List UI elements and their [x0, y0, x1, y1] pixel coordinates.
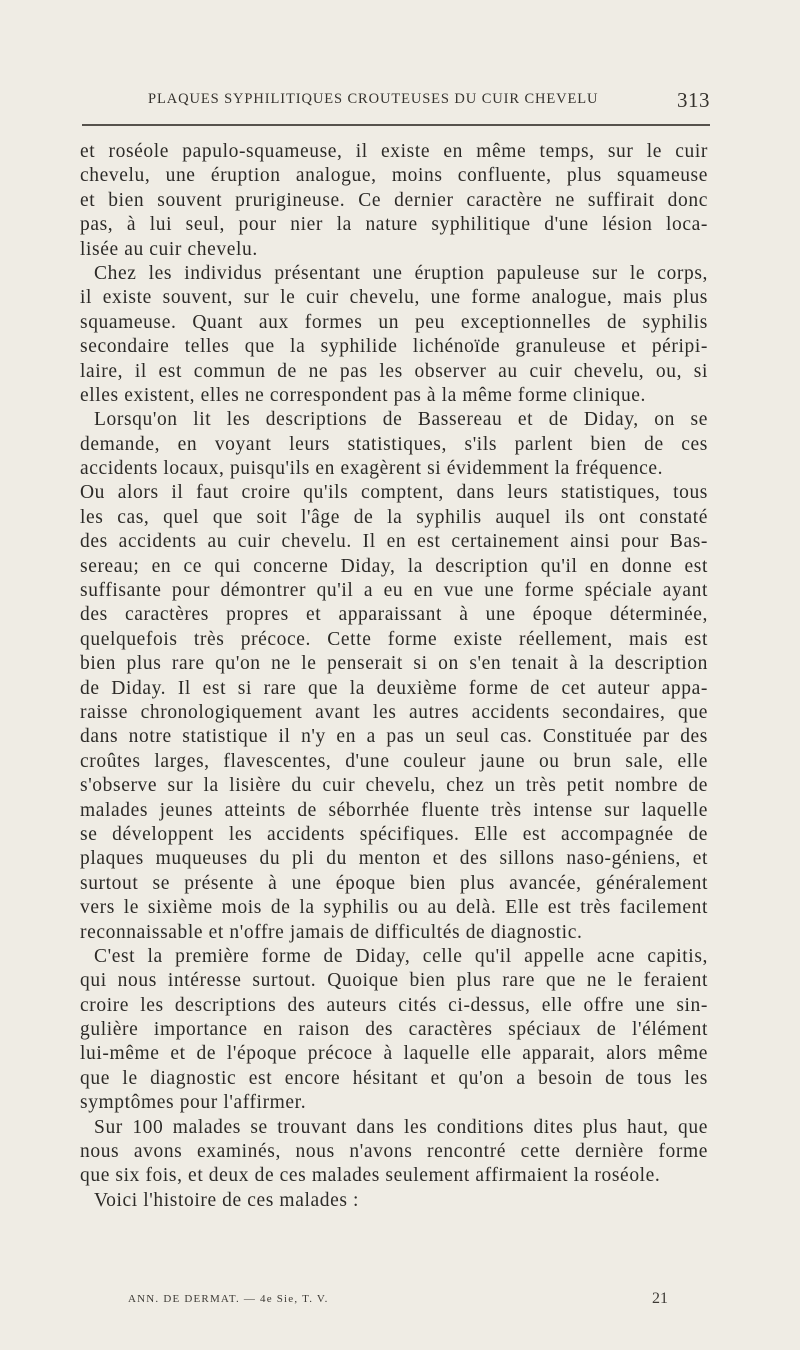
text-line: malades jeunes atteints de séborrhée fluente très intense sur laquelle [80, 799, 708, 821]
text-line: s'observe sur la lisière du cuir chevelu, chez un très petit nombre de [80, 775, 708, 797]
text-line: Ou alors il faut croire qu'ils comptent, dans leurs statistiques, tous [80, 482, 708, 504]
text-line: que six fois, et deux de ces malades seulement affirmaient la roséole. [80, 1165, 661, 1187]
text-line: surtout se présente à une époque bien plus avancée, généralement [80, 872, 708, 894]
text-line: plaques muqueuses du pli du menton et des sillons naso-géniens, et [80, 848, 708, 870]
text-line: et roséole papulo-squameuse, il existe en même temps, sur le cuir [80, 141, 708, 162]
text-line: lui-même et de l'époque précoce à laquelle elle apparait, alors même [80, 1043, 708, 1065]
text-line: suffisante pour démontrer qu'il a eu en vue une forme spéciale ayant [80, 580, 708, 602]
text-line: accidents locaux, puisqu'ils en exagèrent si évidemment la fréquence. [80, 458, 664, 480]
page-number: 313 [677, 88, 710, 112]
text-line: bien plus rare qu'on ne le penserait si on s'en tenait à la description [80, 653, 708, 675]
text-line: reconnaissable et n'offre jamais de difficultés de diagnostic. [80, 921, 583, 943]
text-line: pas, à lui seul, pour nier la nature syphilitique d'une lésion loca- [80, 214, 708, 236]
text-line: nous avons examinés, nous n'avons rencontré cette dernière forme [80, 1141, 708, 1163]
text-line: elles existent, elles ne correspondent pas à la même forme clinique. [80, 384, 647, 406]
body-text [80, 140, 708, 1213]
signature-mark: 21 [652, 1290, 668, 1307]
text-line: des caractères propres et apparaissant à une époque déterminée, [80, 604, 708, 626]
text-line: quelquefois très précoce. Cette forme existe réellement, mais est [80, 628, 708, 650]
text-line: raisse chronologiquement avant les autres accidents secondaires, que [80, 701, 708, 723]
text-line: squameuse. Quant aux formes un peu exceptionnelles de syphilis [80, 311, 708, 333]
header-rule [82, 124, 710, 126]
page-footer [128, 1290, 668, 1310]
text-line: de Diday. Il est si rare que la deuxième forme de cet auteur appa- [80, 677, 708, 699]
text-line: croûtes larges, flavescentes, d'une couleur jaune ou brun sale, elle [80, 750, 708, 772]
text-line: des accidents au cuir chevelu. Il en est certainement ainsi pour Bas- [80, 531, 708, 553]
text-line: il existe souvent, sur le cuir chevelu, une forme analogue, mais plus [80, 287, 708, 309]
text-line: dans notre statistique il n'y en a pas un seul cas. Constituée par des [80, 726, 708, 748]
journal-citation: ANN. DE DERMAT. — 4e Sie, T. V. [128, 1293, 329, 1305]
text-line: et bien souvent prurigineuse. Ce dernier caractère ne suffirait donc [80, 189, 708, 211]
text-line: laire, il est commun de ne pas les observer au cuir chevelu, ou, si [80, 360, 708, 382]
text-line: qui nous intéresse surtout. Quoique bien plus rare que ne le feraient [80, 970, 708, 992]
text-line: croire les descriptions des auteurs cités ci-dessus, elle offre une sin- [80, 994, 708, 1016]
text-line: demande, en voyant leurs statistiques, s'ils parlent bien de ces [80, 433, 708, 455]
text-line: Voici l'histoire de ces malades : [94, 1189, 360, 1211]
text-line: secondaire telles que la syphilide lichénoïde granuleuse et péripi- [80, 336, 708, 358]
text-line: les cas, quel que soit l'âge de la syphilis auquel ils ont constaté [80, 506, 708, 528]
text-line: chevelu, une éruption analogue, moins confluente, plus squameuse [80, 165, 708, 187]
running-head [148, 88, 710, 110]
text-line: Lorsqu'on lit les descriptions de Bassereau et de Diday, on se [94, 409, 708, 431]
text-line: vers le sixième mois de la syphilis ou au delà. Elle est très facilement [80, 897, 708, 919]
text-line: se développent les accidents spécifiques. Elle est accompagnée de [80, 823, 708, 845]
text-line: Sur 100 malades se trouvant dans les conditions dites plus haut, que [94, 1116, 708, 1138]
text-line: que le diagnostic est encore hésitant et qu'on a besoin de tous les [80, 1067, 708, 1089]
text-line: sereau; en ce qui concerne Diday, la description qu'il en donne est [80, 555, 708, 577]
text-line: C'est la première forme de Diday, celle qu'il appelle acne capitis, [94, 945, 708, 967]
text-line: Chez les individus présentant une éruption papuleuse sur le corps, [94, 262, 708, 284]
running-title: PLAQUES SYPHILITIQUES CROUTEUSES DU CUIR CHEVELU [148, 91, 599, 107]
text-line: gulière importance en raison des caractères spéciaux de l'élément [80, 1019, 708, 1041]
text-line: symptômes pour l'affirmer. [80, 1092, 307, 1114]
text-line: lisée au cuir chevelu. [80, 238, 258, 260]
